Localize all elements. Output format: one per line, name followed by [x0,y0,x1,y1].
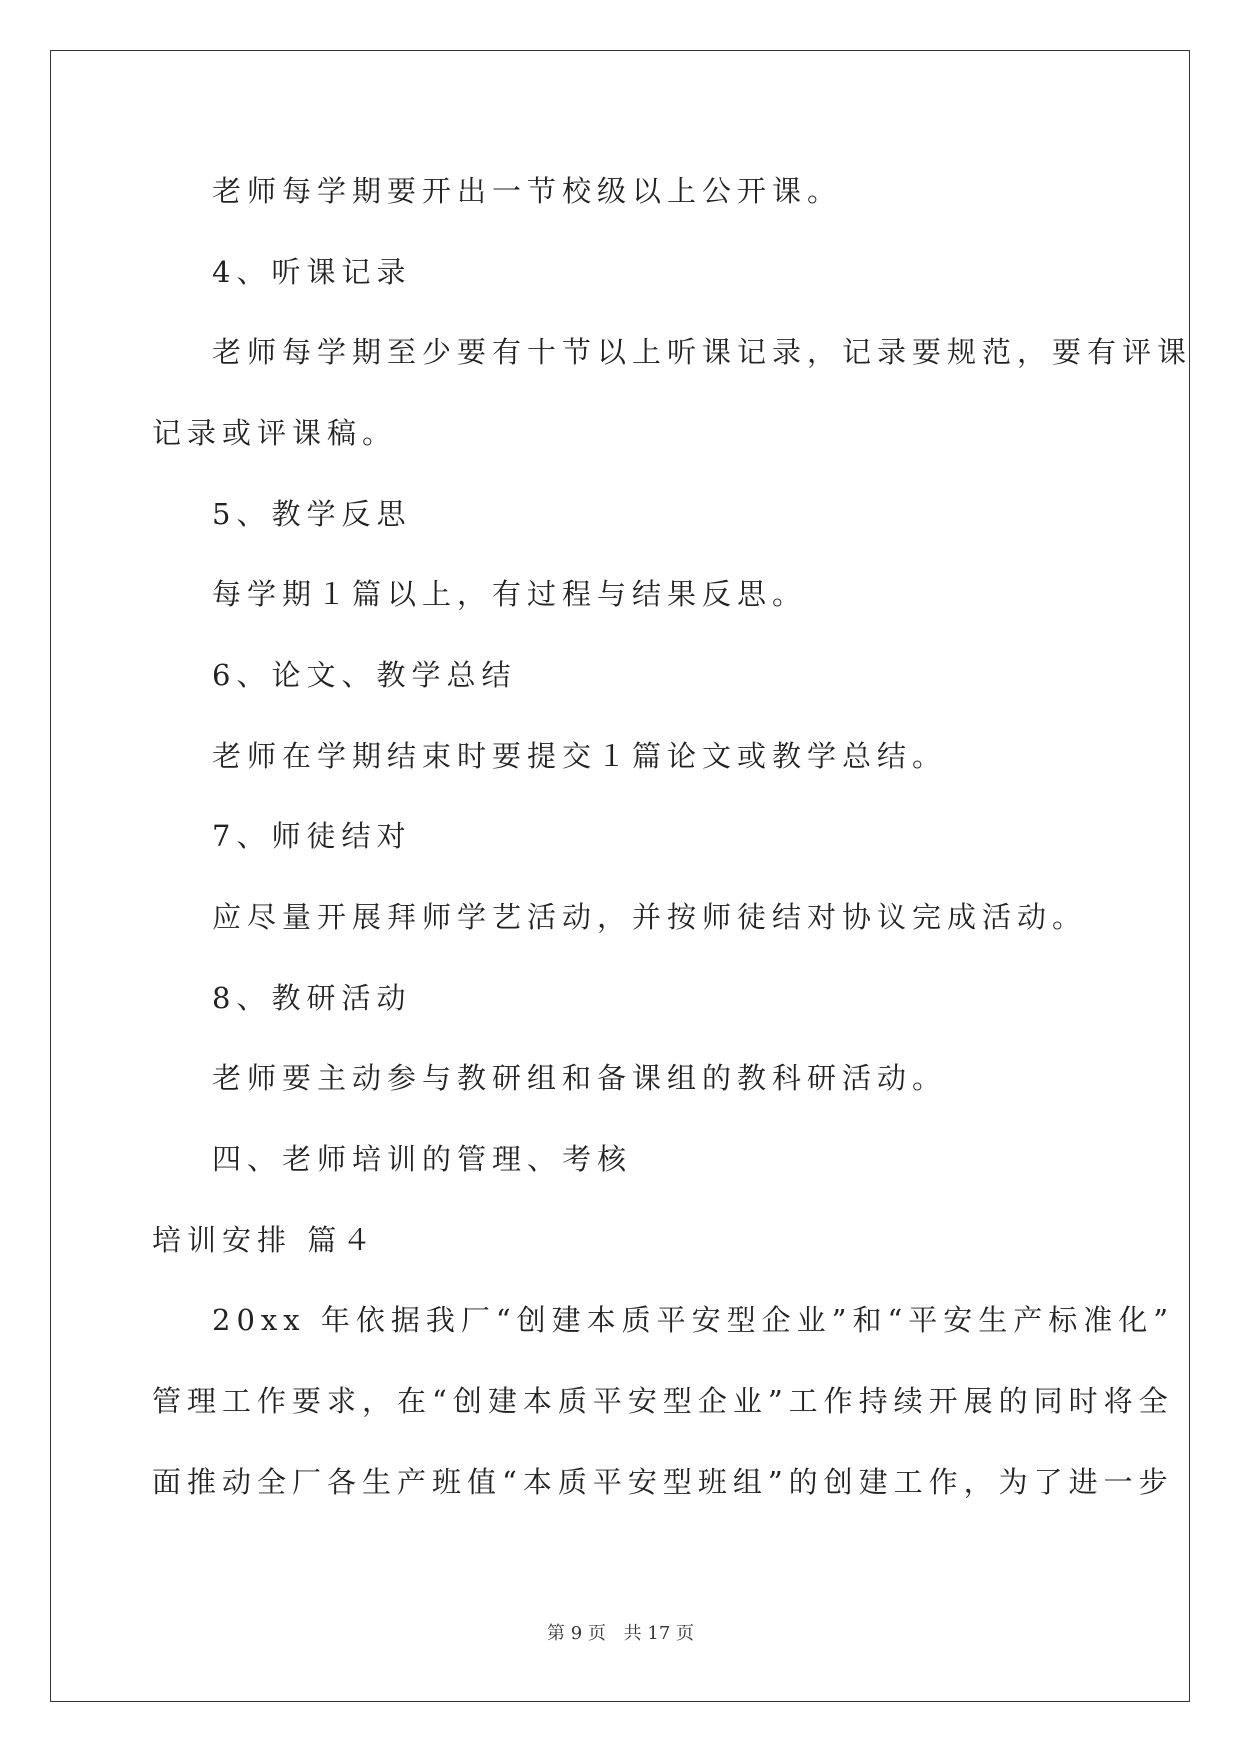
paragraph-line: 应尽量开展拜师学艺活动，并按师徒结对协议完成活动。 [212,900,1088,934]
section-heading: 6、论文、教学总结 [212,658,517,692]
paragraph-line: 管理工作要求，在“创建本质平安型企业”工作持续开展的同时将全 [152,1384,1174,1418]
paragraph-line: 20xx 年依据我厂“创建本质平安型企业”和“平安生产标准化” [212,1303,1175,1337]
paragraph-line: 老师在学期结束时要提交１篇论文或教学总结。 [212,739,948,773]
page-number: 第 9 页 [547,1623,606,1644]
page-frame [50,50,1193,1702]
article-title: 培训安排 篇４ [152,1223,378,1257]
section-heading: 7、师徒结对 [212,819,412,853]
section-heading: 4、听课记录 [212,255,412,289]
paragraph-line: 记录或评课稿。 [152,416,398,450]
paragraph-line: 老师每学期要开出一节校级以上公开课。 [212,174,843,208]
paragraph-line: 老师每学期至少要有十节以上听课记录，记录要规范，要有评课 [212,335,1193,369]
paragraph-line: 老师要主动参与教研组和备课组的教科研活动。 [212,1061,948,1095]
page-total: 共 17 页 [623,1623,694,1644]
paragraph-line: 面推动全厂各生产班值“本质平安型班组”的创建工作，为了进一步 [152,1465,1174,1499]
section-heading: 5、教学反思 [212,497,412,531]
page-footer [0,1619,1241,1645]
section-heading: 四、老师培训的管理、考核 [212,1142,633,1176]
paragraph-line: 每学期１篇以上，有过程与结果反思。 [212,577,808,611]
section-heading: 8、教研活动 [212,981,412,1015]
